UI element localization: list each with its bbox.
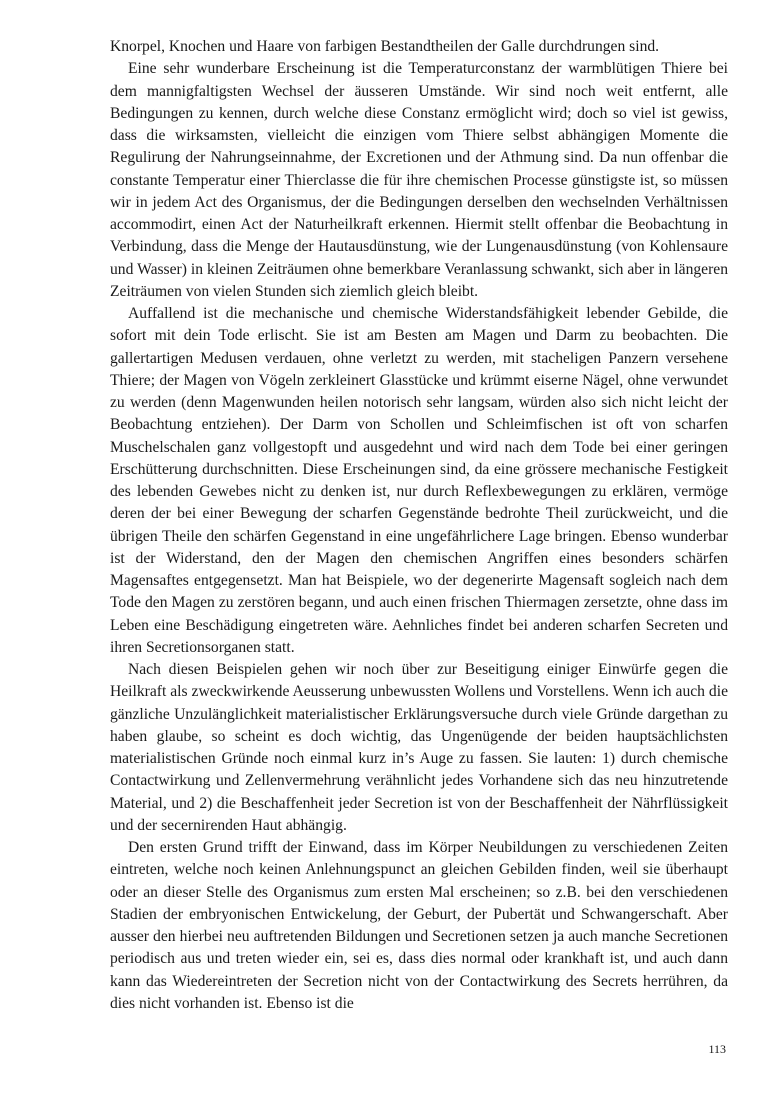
- paragraph-first-reason: Den ersten Grund trifft der Einwand, dass im Körper Neubildungen zu verschiedenen Zeiten eintreten, welche noch keinen Anlehnungspunct an gleichen Gebilden finden, weil sie überhaupt oder an dieser Stelle des Organismus zum ersten Mal erscheinen; so z.B. bei den verschiedenen Stadien der embryonischen Entwickelung, der Geburt, der Pubertät und Schwangerschaft. Aber ausser den hierbei neu auftretenden Bildungen und Secretionen setzen ja auch manche Secretionen periodisch aus und treten wieder ein, sei es, dass dies normal oder krankhaft ist, und auch dann kann das Wiedereintreten der Secretion nicht von der Contactwirkung des Secrets herrühren, da dies nicht vorhanden ist. Ebenso ist die: [110, 839, 728, 1012]
- paragraph-temperature: Eine sehr wunderbare Erscheinung ist die Temperaturconstanz der warmblütigen Thiere bei dem mannigfaltigsten Wechsel der äusseren Umstände. Wir sind noch weit entfernt, alle Bedingungen zu kennen, durch welche diese Constanz ermöglicht wird; doch so viel ist gewiss, dass die wirksamsten, vielleicht die einzigen vom Thiere selbst abhängigen Momente die Regulirung der Nahrungseinnahme, der Excretionen und der Athmung sind. Da nun offenbar die constante Temperatur einer Thierclasse die für ihre chemischen Processe günstigste ist, so müssen wir in jedem Act des Organismus, der die Bedingungen derselben den wechselnden Verhältnissen accommodirt, einen Act der Naturheilkraft erkennen. Hiermit stellt offenbar die Beobachtung in Verbindung, dass die Menge der Hautausdünstung, wie der Lungenausdünstung (von Kohlensaure und Wasser) in kleinen Zeiträumen ohne bemerkbare Veranlassung schwankt, sich aber in längeren Zeiträumen von vielen Stunden sich ziemlich gleich bleibt.: [110, 60, 728, 300]
- paragraph-continuation: Knorpel, Knochen und Haare von farbigen Bestandtheilen der Galle durchdrungen sind.: [110, 38, 660, 55]
- page-body: [110, 36, 728, 1015]
- paragraph-resistance: Auffallend ist die mechanische und chemische Widerstandsfähigkeit lebender Gebilde, die sofort mit dein Tode erlischt. Sie ist am Besten am Magen und Darm zu beobachten. Die gallertartigen Medusen verdauen, ohne verletzt zu werden, mit stacheligen Panzern versehene Thiere; der Magen von Vögeln zerkleinert Glasstücke und krümmt eiserne Nägel, ohne verwundet zu werden (denn Magenwunden heilen notorisch sehr langsam, würden also sich nicht leicht der Beobachtung entziehen). Der Darm von Schollen und Schleimfischen ist oft von scharfen Muschelschalen ganz vollgestopft und ausgedehnt und wird nach dem Tode bei einer geringen Erschütterung durchschnitten. Diese Erscheinungen sind, da eine grössere mechanische Festigkeit des lebenden Gewebes nicht zu denken ist, nur durch Reflexbewegungen zu erklären, vermöge deren der bei einer Bewegung der scharfen Gegenstände bedrohte Theil zurückweicht, und die übrigen Theile den schärfen Gegenstand in eine ungefährlichere Lage bringen. Ebenso wunderbar ist der Widerstand, den der Magen den chemischen Angriffen eines besonders schärfen Magensaftes entgegensetzt. Man hat Beispiele, wo der degenerirte Magensaft sogleich nach dem Tode den Magen zu zerstören begann, und auch einen frischen Thiermagen zersetzte, ohne dass im Leben eine Beschädigung eingetreten wäre. Aehnliches findet bei anderen scharfen Secreten und ihren Secretionsorganen statt.: [110, 305, 728, 656]
- paragraph-objections: Nach diesen Beispielen gehen wir noch über zur Beseitigung einiger Einwürfe gegen die Heilkraft als zweckwirkende Aeusserung unbewussten Wollens und Vorstellens. Wenn ich auch die gänzliche Unzulänglichkeit materialistischer Erklärungsversuche durch viele Gründe dargethan zu haben glaube, so scheint es doch wichtig, das Ungenügende der beiden hauptsächlichsten materialistischen Gründe noch einmal kurz in’s Auge zu fassen. Sie lauten: 1) durch chemische Contactwirkung und Zellenvermehrung verähnlicht jedes Vorhandene sich das neu hinzutretende Material, und 2) die Beschaffenheit jeder Secretion ist von der Beschaffenheit der Nährflüssigkeit und der secernirenden Haut abhängig.: [110, 661, 728, 834]
- page-number: 113: [708, 1042, 726, 1056]
